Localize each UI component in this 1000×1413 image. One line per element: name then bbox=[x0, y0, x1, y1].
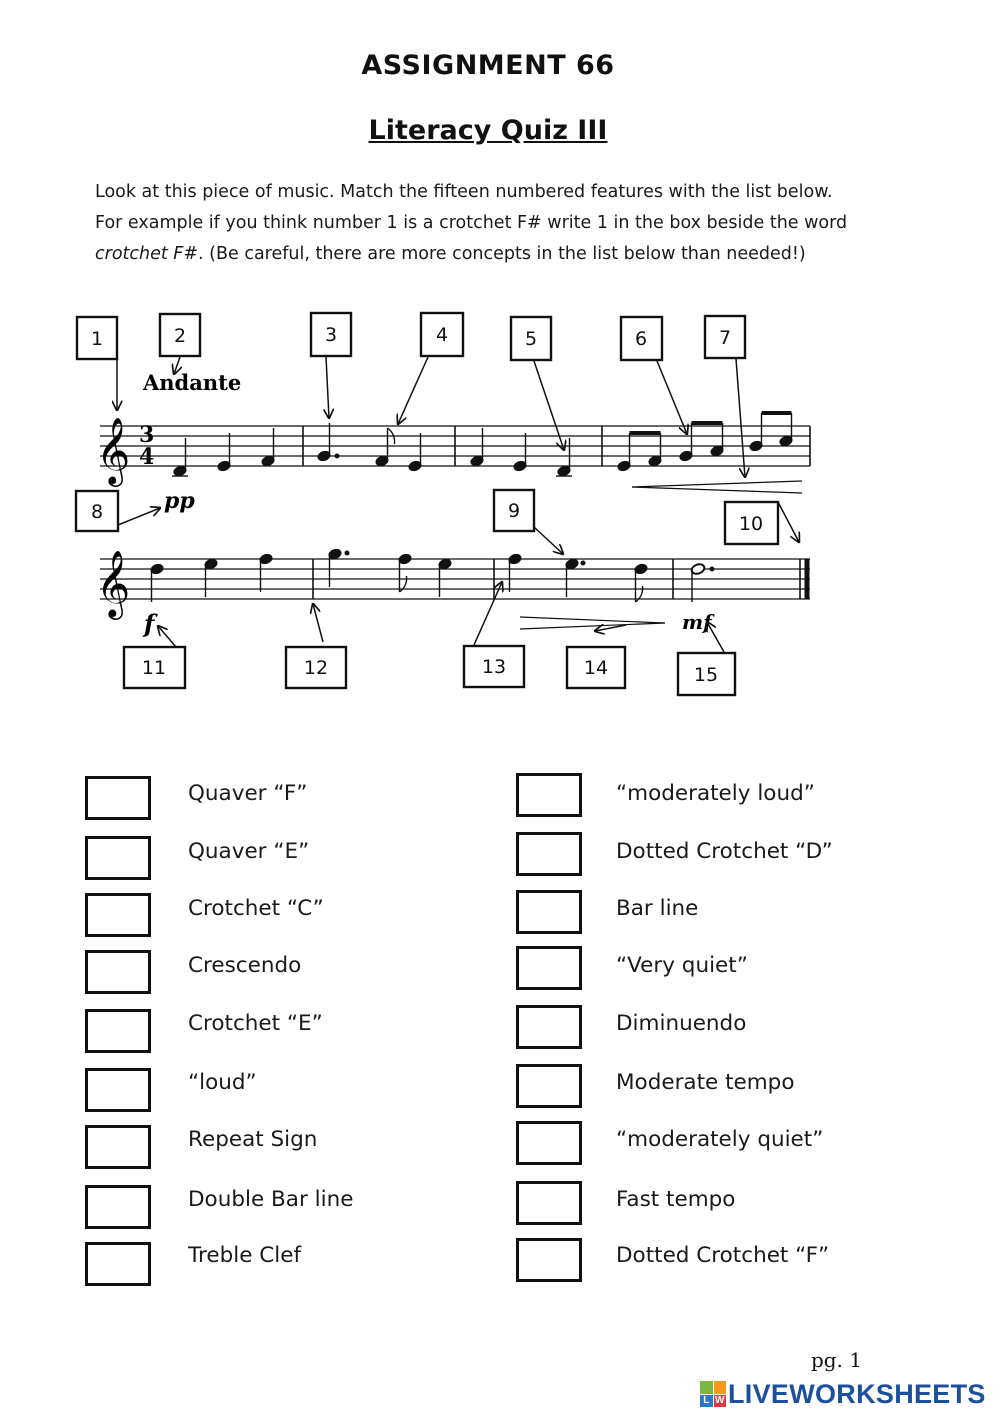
dynamic-mf: mf bbox=[682, 610, 712, 634]
answer-input[interactable] bbox=[88, 896, 152, 936]
callout-9: 9 bbox=[507, 500, 521, 522]
liveworksheets-logo-icon bbox=[700, 1381, 726, 1407]
answer-box[interactable] bbox=[85, 1125, 151, 1169]
callout-3: 3 bbox=[324, 324, 338, 346]
instructions bbox=[95, 177, 895, 270]
callout-13: 13 bbox=[481, 656, 507, 678]
callout-1: 1 bbox=[90, 328, 104, 350]
answer-box[interactable] bbox=[85, 950, 151, 994]
term-fast-tempo: Fast tempo bbox=[616, 1187, 736, 1212]
answer-box[interactable] bbox=[516, 832, 582, 876]
answer-box[interactable] bbox=[85, 836, 151, 880]
time-signature-top: 3 bbox=[139, 422, 155, 448]
term-moderately-loud: “moderately loud” bbox=[616, 781, 815, 806]
music-score bbox=[0, 300, 1000, 700]
answer-box[interactable] bbox=[516, 1238, 582, 1282]
answer-input[interactable] bbox=[88, 1071, 152, 1111]
notes-staff-1 bbox=[172, 413, 793, 477]
callout-14: 14 bbox=[583, 657, 609, 679]
callout-4: 4 bbox=[435, 324, 449, 346]
callout-7: 7 bbox=[718, 327, 732, 349]
term-loud: “loud” bbox=[188, 1070, 257, 1095]
answer-box[interactable] bbox=[85, 1009, 151, 1053]
answer-input[interactable] bbox=[519, 1008, 583, 1048]
example-term: crotchet F# bbox=[95, 244, 199, 264]
term-diminuendo: Diminuendo bbox=[616, 1011, 747, 1036]
answer-input[interactable] bbox=[88, 1128, 152, 1168]
answer-box[interactable] bbox=[516, 1181, 582, 1225]
page-number: pg. 1 bbox=[810, 1348, 862, 1372]
answer-input[interactable] bbox=[88, 779, 152, 819]
answer-box[interactable] bbox=[85, 1242, 151, 1286]
answer-box[interactable] bbox=[85, 893, 151, 937]
term-very-quiet: “Very quiet” bbox=[616, 953, 748, 978]
answer-box[interactable] bbox=[85, 1068, 151, 1112]
answer-input[interactable] bbox=[88, 1245, 152, 1285]
answer-input[interactable] bbox=[88, 953, 152, 993]
tempo-marking: Andante bbox=[143, 370, 242, 395]
callout-15: 15 bbox=[693, 664, 719, 686]
liveworksheets-brand[interactable] bbox=[700, 1377, 986, 1411]
term-crotchet-e: Crotchet “E” bbox=[188, 1011, 323, 1036]
answer-input[interactable] bbox=[519, 1067, 583, 1107]
treble-clef-2: 𝄞 bbox=[96, 549, 131, 617]
term-treble-clef: Treble Clef bbox=[188, 1243, 302, 1268]
logo-letter-w: W bbox=[715, 1394, 725, 1406]
answer-box[interactable] bbox=[516, 1005, 582, 1049]
answer-input[interactable] bbox=[88, 1188, 152, 1228]
instructions-line-2: For example if you think number 1 is a crotchet F# write 1 in the box beside the word bbox=[95, 213, 848, 233]
answer-input[interactable] bbox=[519, 776, 583, 816]
instructions-line-3 bbox=[95, 239, 895, 270]
term-dotted-crotchet-f: Dotted Crotchet “F” bbox=[616, 1243, 830, 1268]
answer-input[interactable] bbox=[88, 1012, 152, 1052]
instructions-line-3-rest: . (Be careful, there are more concepts in the list below than needed!) bbox=[198, 244, 806, 264]
term-moderate-tempo: Moderate tempo bbox=[616, 1070, 795, 1095]
term-bar-line: Bar line bbox=[616, 896, 699, 921]
crescendo-hairpin bbox=[632, 481, 802, 493]
answer-input[interactable] bbox=[519, 949, 583, 989]
answer-input[interactable] bbox=[519, 1184, 583, 1224]
answer-box[interactable] bbox=[516, 946, 582, 990]
answer-box[interactable] bbox=[516, 1064, 582, 1108]
dynamic-f: f bbox=[144, 609, 155, 638]
answer-input[interactable] bbox=[88, 839, 152, 879]
answer-box[interactable] bbox=[516, 1121, 582, 1165]
answer-box[interactable] bbox=[85, 1185, 151, 1229]
callout-5: 5 bbox=[524, 328, 538, 350]
brand-name: LIVEWORKSHEETS bbox=[728, 1378, 986, 1409]
callout-6: 6 bbox=[634, 328, 648, 350]
term-double-bar-line: Double Bar line bbox=[188, 1187, 354, 1212]
answer-box[interactable] bbox=[516, 773, 582, 817]
notes-staff-2 bbox=[150, 548, 714, 602]
quiz-subtitle: Literacy Quiz III bbox=[368, 115, 608, 146]
time-signature-bottom: 4 bbox=[139, 444, 155, 470]
assignment-title: ASSIGNMENT 66 bbox=[361, 50, 615, 81]
callout-2: 2 bbox=[173, 325, 187, 347]
term-repeat-sign: Repeat Sign bbox=[188, 1127, 318, 1152]
callout-12: 12 bbox=[303, 657, 329, 679]
diminuendo-hairpin bbox=[520, 617, 665, 629]
term-dotted-crotchet-d: Dotted Crotchet “D” bbox=[616, 839, 833, 864]
logo-letter-l: L bbox=[700, 1395, 713, 1408]
answer-input[interactable] bbox=[519, 1241, 583, 1281]
answer-input[interactable] bbox=[519, 835, 583, 875]
callout-8: 8 bbox=[90, 501, 104, 523]
answer-box[interactable] bbox=[85, 776, 151, 820]
term-crescendo: Crescendo bbox=[188, 953, 302, 978]
callout-arrows bbox=[117, 357, 799, 652]
callout-10: 10 bbox=[738, 513, 764, 535]
answer-box[interactable] bbox=[516, 890, 582, 934]
answer-input[interactable] bbox=[519, 893, 583, 933]
term-moderately-quiet: “moderately quiet” bbox=[616, 1127, 824, 1152]
term-quaver-f: Quaver “F” bbox=[188, 781, 308, 806]
instructions-line-1: Look at this piece of music. Match the fifteen numbered features with the list below. bbox=[95, 182, 833, 202]
dynamic-pp: pp bbox=[164, 488, 195, 514]
answer-input[interactable] bbox=[519, 1124, 583, 1164]
term-quaver-e: Quaver “E” bbox=[188, 839, 310, 864]
term-crotchet-c: Crotchet “C” bbox=[188, 896, 324, 921]
treble-clef-1: 𝄞 bbox=[96, 416, 131, 484]
callout-11: 11 bbox=[141, 657, 167, 679]
